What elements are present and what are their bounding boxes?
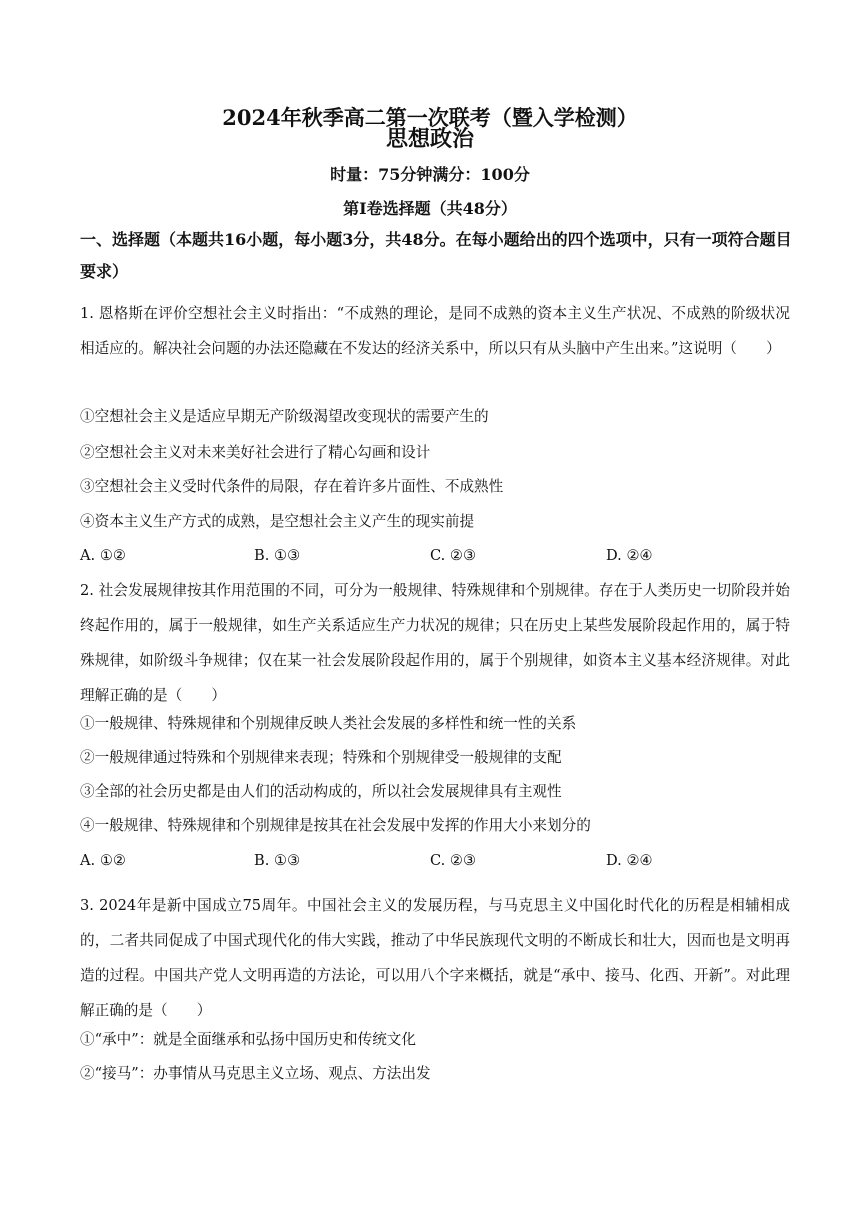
- question-3-stem: 3. 2024年是新中国成立75周年。中国社会主义的发展历程，与马克思主义中国化时代化的历程是相辅相成的，二者共同促成了中国式现代化的伟大实践，推动了中华民族现代文明的不断成长和壮大，因而也是文明再造的过程。中国共产党人文明再造的方法论，可以用八个字来概括，就是“承中、接马、化西、开新”。对此理解正确的是（ ）: [80, 897, 790, 1019]
- question-2-option-a: A. ①②: [80, 852, 126, 869]
- question-2-stem: 2. 社会发展规律按其作用范围的不同，可分为一般规律、特殊规律和个别规律。存在于人类历史一切阶段并始终起作用的，属于一般规律，如生产关系适应生产力状况的规律；只在历史上某些发展阶段起作用的，属于特殊规律，如阶级斗争规律；仅在某一社会发展阶段起作用的，属于个别规律，如资本主义基本经济规律。对此理解正确的是（ ）: [80, 582, 790, 704]
- time-score-line: 时量：75分钟满分：100分: [330, 165, 530, 184]
- question-1-item-1: ①空想社会主义是适应早期无产阶级渴望改变现状的需要产生的: [80, 408, 489, 425]
- question-1-item-4: ④资本主义生产方式的成熟，是空想社会主义产生的现实前提: [80, 513, 475, 530]
- question-1-stem: 1. 恩格斯在评价空想社会主义时指出：“不成熟的理论，是同不成熟的资本主义生产状况、不成熟的阶级状况相适应的。解决社会问题的办法还隐藏在不发达的经济关系中，所以只有从头脑中产生出来。”这说明（ ）: [80, 305, 790, 357]
- question-1-option-b: B. ①③: [254, 547, 301, 564]
- question-1-item-3: ③空想社会主义受时代条件的局限，存在着许多片面性、不成熟性: [80, 478, 504, 495]
- question-3-item-1: ①“承中”：就是全面继承和弘扬中国历史和传统文化: [80, 1031, 416, 1048]
- question-1-option-c: C. ②③: [430, 547, 477, 564]
- exam-title: 2024年秋季高二第一次联考（暨入学检测）: [222, 105, 638, 130]
- question-2-option-c: C. ②③: [430, 852, 477, 869]
- section-heading: 一、选择题（本题共16小题，每小题3分，共48分。在每小题给出的四个选项中，只有一项符合题目要求）: [80, 230, 792, 281]
- question-2-option-b: B. ①③: [254, 852, 301, 869]
- question-3-item-2: ②“接马”：办事情从马克思主义立场、观点、方法出发: [80, 1065, 431, 1082]
- question-2-option-d: D. ②④: [606, 852, 653, 869]
- question-1-item-2: ②空想社会主义对未来美好社会进行了精心勾画和设计: [80, 444, 431, 461]
- question-1-option-a: A. ①②: [80, 547, 126, 564]
- subject-title: 思想政治: [385, 126, 474, 152]
- question-2-item-1: ①一般规律、特殊规律和个别规律反映人类社会发展的多样性和统一性的关系: [80, 715, 577, 732]
- question-1-option-d: D. ②④: [606, 547, 653, 564]
- volume-heading: 第Ⅰ卷选择题（共48分）: [343, 199, 517, 218]
- question-2-item-4: ④一般规律、特殊规律和个别规律是按其在社会发展中发挥的作用大小来划分的: [80, 817, 591, 834]
- question-2-item-2: ②一般规律通过特殊和个别规律来表现；特殊和个别规律受一般规律的支配: [80, 749, 562, 766]
- question-2-item-3: ③全部的社会历史都是由人们的活动构成的，所以社会发展规律具有主观性: [80, 783, 562, 800]
